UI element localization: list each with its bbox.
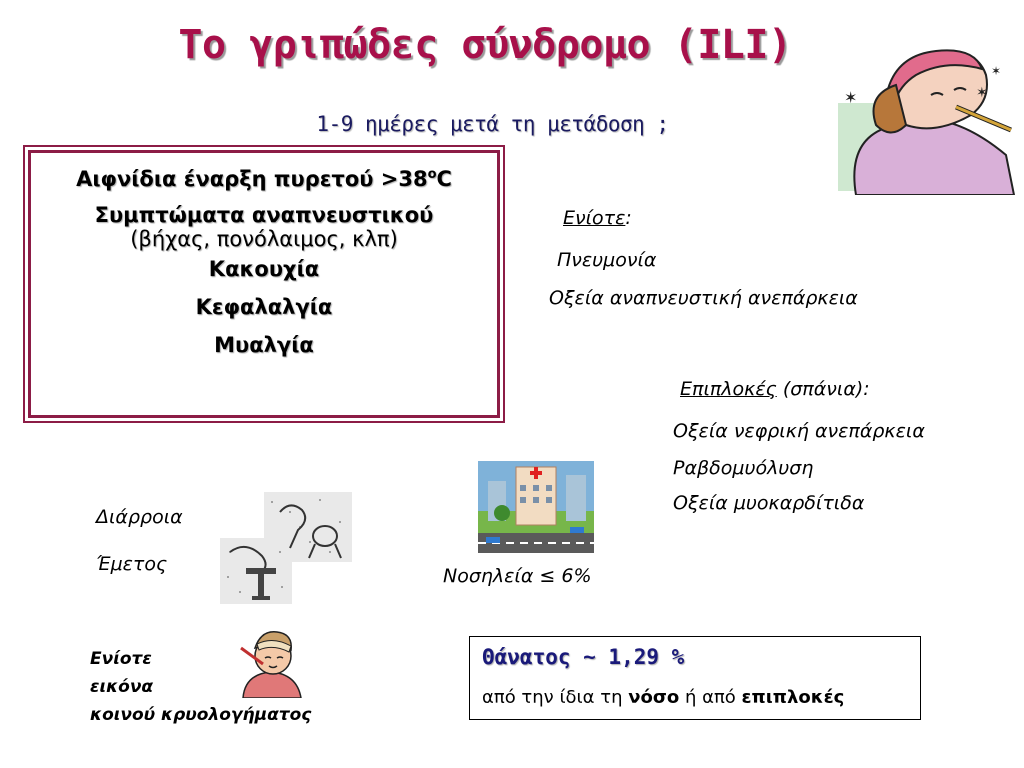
- svg-text:✶: ✶: [976, 85, 988, 101]
- hospital-icon: [478, 461, 594, 553]
- symptoms-box: [28, 150, 500, 418]
- symptom-respiratory-detail: (βήχας, πονόλαιμος, κλπ): [130, 227, 398, 251]
- complication-item-myocarditis: Οξεία μυοκαρδίτιδα: [673, 492, 865, 514]
- complication-item-renal: Οξεία νεφρική ανεπάρκεια: [673, 420, 925, 442]
- sometimes-item-pneumonia: Πνευμονία: [557, 249, 657, 271]
- mortality-rate: Θάνατος ~ 1,29 %: [482, 645, 685, 669]
- sometimes-heading: Ενίοτε:: [563, 207, 632, 229]
- sick-person-illustration: [836, 45, 1016, 195]
- sometimes-item-respiratory-failure: Οξεία αναπνευστική ανεπάρκεια: [549, 287, 858, 309]
- slide-title: Το γριπώδες σύνδρομο (ILI): [178, 22, 792, 68]
- symptom-myalgia: Μυαλγία: [214, 333, 314, 357]
- slide-subtitle: 1-9 ημέρες μετά τη μετάδοση ;: [316, 112, 669, 136]
- symptom-headache: Κεφαλαλγία: [195, 295, 333, 319]
- symptom-malaise: Κακουχία: [208, 257, 320, 281]
- mortality-cause: από την ίδια τη νόσο ή από επιπλοκές: [482, 687, 845, 708]
- gi-item-diarrhea: Διάρροια: [96, 506, 183, 528]
- common-cold-line-2: εικόνα: [90, 677, 154, 697]
- gi-item-vomiting: Έμετος: [96, 553, 168, 575]
- symptom-respiratory: Συμπτώματα αναπνευστικού: [94, 203, 434, 227]
- common-cold-line-1: Ενίοτε: [90, 649, 152, 669]
- person-with-thermometer-icon: [235, 626, 307, 698]
- complication-item-rhabdo: Ραβδομυόλυση: [673, 457, 814, 479]
- svg-text:✶: ✶: [844, 88, 858, 107]
- complications-heading: Επιπλοκές (σπάνια):: [680, 378, 870, 400]
- toilet-sketch-illustration: [220, 492, 352, 604]
- mortality-box: [469, 636, 921, 720]
- hospitalization-rate: Νοσηλεία ≤ 6%: [443, 565, 592, 587]
- svg-text:✶: ✶: [991, 64, 1002, 78]
- common-cold-line-3: κοινού κρυολογήματος: [90, 705, 312, 725]
- symptom-fever: Αιφνίδια έναρξη $\pi\upsilon\rho\varepsilon\tau oύ >38^oC$: [76, 167, 452, 191]
